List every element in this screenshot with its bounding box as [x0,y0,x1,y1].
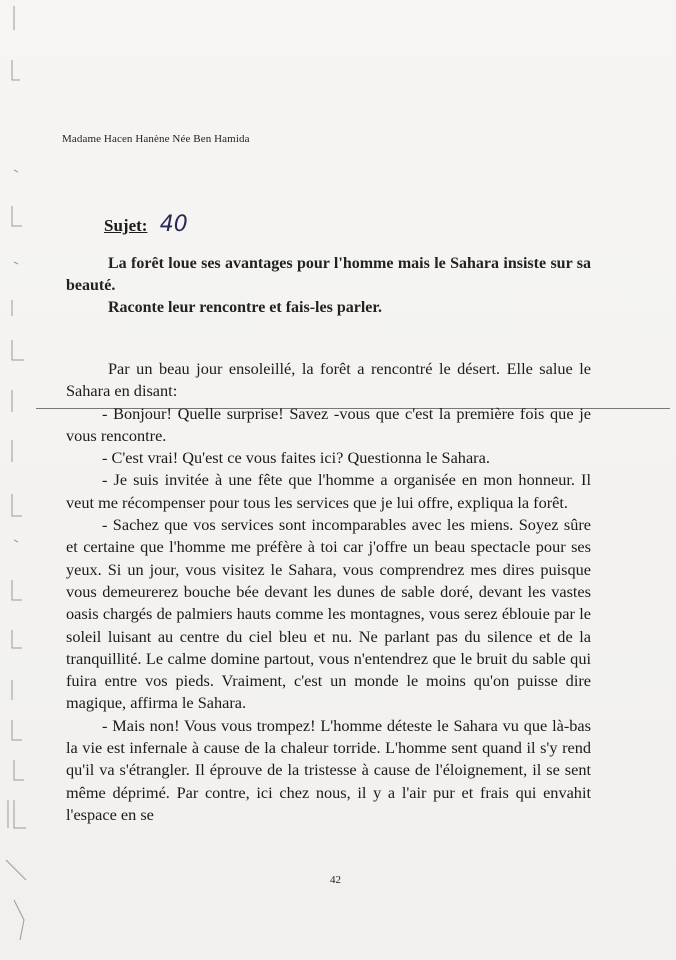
essay-prompt [66,253,591,319]
dialogue-line: - C'est vrai! Qu'est ce vous faites ici? Questionna le Sahara. [102,448,490,468]
subject-heading [104,212,188,237]
dialogue-line: - Sachez que vos services sont incomparables avec les miens. Soyez sûre et certaine que l'homme me préfère à toi car j'offre un beau spectacle pour ses yeux. Si un jour, vous visitez le Sahara, vous comprendrez mes dires puisque vous demeurerez bouche bée devant les dunes de sable doré, devant les vastes oasis chargés de palmiers hauts comme les montagnes, vous serez éblouie par le soleil luisant au centre du ciel bleu et nu. Ne parlant pas du silence et de la tranquillité. Le calme domine partout, vous n'entendrez que le bruit du sable qui fuira entre vos pieds. Vraiment, c'est un monde le moins qu'on puisse dire magique, affirma le Sahara. [66,515,591,713]
paragraph: Par un beau jour ensoleillé, la forêt a rencontré le désert. Elle salue le Sahara en disant: [66,359,591,401]
binder-margin-marks [0,0,40,960]
subject-number-handwritten: 40 [159,212,188,237]
dialogue-line: - Mais non! Vous vous trompez! L'homme déteste le Sahara vu que là-bas la vie est infernale à cause de la chaleur torride. L'homme sent quand il s'y rend qu'il va s'étrangler. Il éprouve de la tristesse à cause de l'éloignement, il se sent même déprimé. Par contre, ici chez nous, il y a l'air pur et frais qui envahit l'espace en se [66,715,591,824]
dialogue-line: - Je suis invitée à une fête que l'homme a organisée en mon honneur. Il veut me récompenser pour tous les services que je lui offre, expliqua la forêt. [66,470,591,512]
essay-body [66,358,591,826]
dialogue-line: - Bonjour! Quelle surprise! Savez -vous que c'est la première fois que je vous rencontre. [66,403,591,445]
author-header: Madame Hacen Hanène Née Ben Hamida [62,133,250,145]
prompt-line-1: La forêt loue ses avantages pour l'homme mais le Sahara insiste sur sa beauté. [66,255,591,294]
page-number: 42 [330,874,341,886]
subject-label: Sujet: [104,216,148,235]
prompt-line-2: Raconte leur rencontre et fais-les parler. [108,299,383,316]
